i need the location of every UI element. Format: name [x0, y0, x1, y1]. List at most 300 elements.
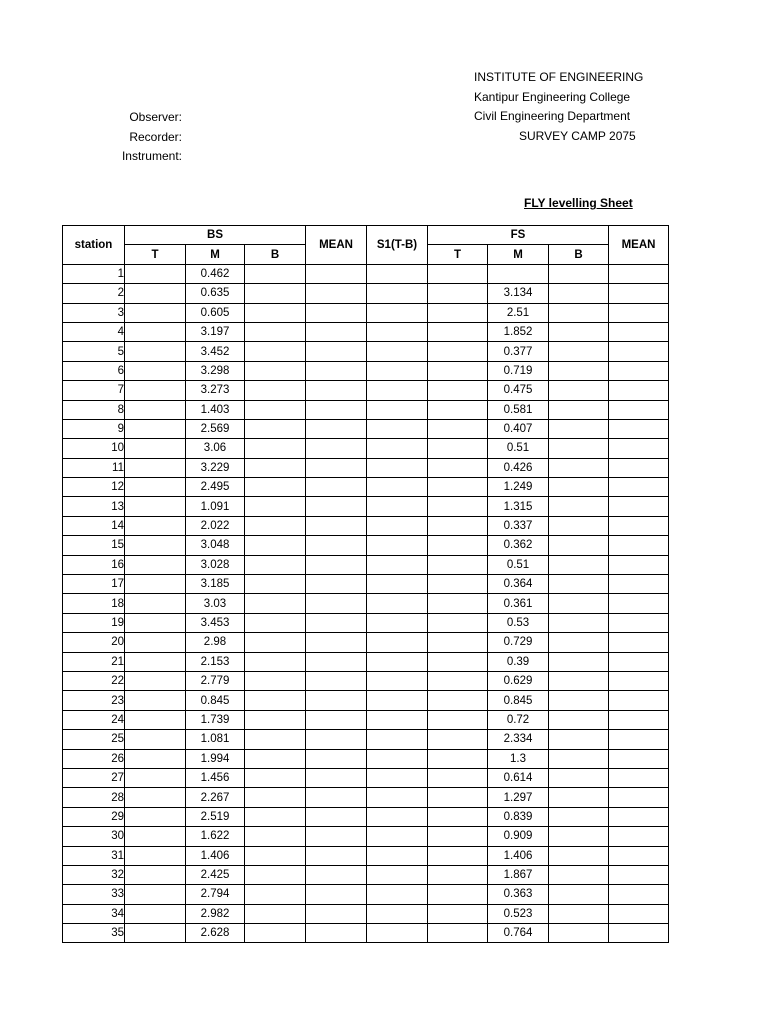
fs-m-cell: 1.315 — [488, 497, 549, 516]
fs-t-cell — [428, 458, 488, 477]
fs-b-cell — [549, 419, 609, 438]
bs-t-cell — [125, 575, 186, 594]
fs-m-cell: 1.852 — [488, 322, 549, 341]
fs-m-header: M — [488, 245, 549, 264]
fs-m-cell: 0.407 — [488, 419, 549, 438]
bs-t-cell — [125, 691, 186, 710]
table-row — [63, 400, 669, 419]
station-cell: 14 — [63, 516, 125, 535]
table-row — [63, 652, 669, 671]
table-row — [63, 342, 669, 361]
bs-t-cell — [125, 885, 186, 904]
fs-b-cell — [549, 516, 609, 535]
s1-cell — [367, 439, 428, 458]
fs-b-cell — [549, 671, 609, 690]
fs-mean-cell — [609, 555, 669, 574]
fs-b-cell — [549, 885, 609, 904]
fs-m-cell: 0.39 — [488, 652, 549, 671]
bs-b-cell — [245, 361, 306, 380]
fs-b-cell — [549, 652, 609, 671]
s1-cell — [367, 691, 428, 710]
fs-m-cell: 0.764 — [488, 924, 549, 943]
table-row — [63, 768, 669, 787]
s1-cell — [367, 322, 428, 341]
station-header: station — [63, 226, 125, 265]
bs-m-cell: 2.519 — [186, 807, 245, 826]
s1-cell — [367, 865, 428, 884]
station-cell: 6 — [63, 361, 125, 380]
station-cell: 18 — [63, 594, 125, 613]
fs-t-cell — [428, 342, 488, 361]
fs-b-cell — [549, 458, 609, 477]
bs-t-cell — [125, 671, 186, 690]
station-cell: 35 — [63, 924, 125, 943]
s1-cell — [367, 516, 428, 535]
fs-t-cell — [428, 322, 488, 341]
station-cell: 23 — [63, 691, 125, 710]
table-row — [63, 885, 669, 904]
bs-t-cell — [125, 633, 186, 652]
fs-b-cell — [549, 827, 609, 846]
bs-mean-cell — [306, 885, 367, 904]
bs-b-cell — [245, 264, 306, 283]
bs-b-cell — [245, 730, 306, 749]
s1-cell — [367, 575, 428, 594]
table-row — [63, 730, 669, 749]
table-row — [63, 924, 669, 943]
table-row — [63, 419, 669, 438]
table-row — [63, 788, 669, 807]
fs-m-cell: 1.297 — [488, 788, 549, 807]
bs-t-cell — [125, 478, 186, 497]
bs-t-cell — [125, 924, 186, 943]
fs-t-cell — [428, 924, 488, 943]
fs-mean-cell — [609, 516, 669, 535]
table-row — [63, 575, 669, 594]
table-body — [63, 264, 669, 943]
bs-t-cell — [125, 788, 186, 807]
bs-mean-cell — [306, 458, 367, 477]
bs-mean-cell — [306, 575, 367, 594]
fs-mean-cell — [609, 575, 669, 594]
fs-b-cell — [549, 846, 609, 865]
s1-cell — [367, 400, 428, 419]
bs-t-cell — [125, 749, 186, 768]
fs-header: FS — [428, 226, 609, 245]
fs-m-cell: 0.72 — [488, 710, 549, 729]
bs-m-cell: 2.779 — [186, 671, 245, 690]
fs-t-cell — [428, 904, 488, 923]
station-cell: 34 — [63, 904, 125, 923]
fs-b-header: B — [549, 245, 609, 264]
fs-t-cell — [428, 575, 488, 594]
table-row — [63, 536, 669, 555]
bs-mean-cell — [306, 827, 367, 846]
table-row — [63, 322, 669, 341]
bs-b-cell — [245, 381, 306, 400]
fs-mean-cell — [609, 497, 669, 516]
bs-t-cell — [125, 555, 186, 574]
fs-m-cell: 0.51 — [488, 555, 549, 574]
bs-b-cell — [245, 458, 306, 477]
table-row — [63, 671, 669, 690]
bs-b-cell — [245, 671, 306, 690]
bs-t-cell — [125, 342, 186, 361]
bs-mean-cell — [306, 342, 367, 361]
s1-header: S1(T-B) — [367, 226, 428, 265]
sheet-title: FLY levelling Sheet — [524, 196, 633, 210]
fs-t-cell — [428, 400, 488, 419]
station-cell: 33 — [63, 885, 125, 904]
station-cell: 8 — [63, 400, 125, 419]
bs-t-cell — [125, 710, 186, 729]
fs-b-cell — [549, 613, 609, 632]
fs-m-cell: 2.51 — [488, 303, 549, 322]
fs-t-cell — [428, 652, 488, 671]
bs-mean-cell — [306, 633, 367, 652]
fs-t-cell — [428, 303, 488, 322]
s1-cell — [367, 419, 428, 438]
bs-mean-cell — [306, 652, 367, 671]
bs-b-cell — [245, 904, 306, 923]
bs-b-cell — [245, 807, 306, 826]
camp-title: SURVEY CAMP 2075 — [519, 128, 636, 143]
s1-cell — [367, 924, 428, 943]
bs-m-cell: 2.425 — [186, 865, 245, 884]
fs-b-cell — [549, 400, 609, 419]
fs-t-cell — [428, 439, 488, 458]
s1-cell — [367, 613, 428, 632]
bs-t-cell — [125, 284, 186, 303]
s1-cell — [367, 555, 428, 574]
bs-m-cell: 0.845 — [186, 691, 245, 710]
fs-mean-cell — [609, 710, 669, 729]
bs-b-cell — [245, 478, 306, 497]
table-row — [63, 691, 669, 710]
bs-b-cell — [245, 575, 306, 594]
fs-mean-cell — [609, 846, 669, 865]
fs-m-cell: 0.523 — [488, 904, 549, 923]
fs-t-cell — [428, 749, 488, 768]
s1-cell — [367, 594, 428, 613]
bs-m-cell: 2.495 — [186, 478, 245, 497]
fs-t-cell — [428, 691, 488, 710]
fs-m-cell: 2.334 — [488, 730, 549, 749]
table-row — [63, 749, 669, 768]
bs-b-cell — [245, 865, 306, 884]
fs-mean-cell — [609, 807, 669, 826]
bs-b-cell — [245, 768, 306, 787]
bs-m-cell: 2.267 — [186, 788, 245, 807]
bs-mean-cell — [306, 710, 367, 729]
station-cell: 32 — [63, 865, 125, 884]
station-cell: 15 — [63, 536, 125, 555]
bs-m-cell: 3.028 — [186, 555, 245, 574]
station-cell: 19 — [63, 613, 125, 632]
table-row — [63, 865, 669, 884]
bs-m-cell: 0.605 — [186, 303, 245, 322]
station-cell: 20 — [63, 633, 125, 652]
fs-b-cell — [549, 710, 609, 729]
fs-mean-cell — [609, 671, 669, 690]
bs-m-cell: 3.03 — [186, 594, 245, 613]
fs-t-cell — [428, 865, 488, 884]
fs-mean-cell — [609, 768, 669, 787]
fs-t-cell — [428, 846, 488, 865]
fs-mean-cell — [609, 730, 669, 749]
bs-t-cell — [125, 865, 186, 884]
bs-b-cell — [245, 633, 306, 652]
fs-b-cell — [549, 478, 609, 497]
fs-mean-cell — [609, 749, 669, 768]
bs-b-cell — [245, 516, 306, 535]
bs-mean-cell — [306, 361, 367, 380]
station-cell: 25 — [63, 730, 125, 749]
bs-b-cell — [245, 419, 306, 438]
bs-m-cell: 3.06 — [186, 439, 245, 458]
fs-b-cell — [549, 284, 609, 303]
bs-mean-cell — [306, 671, 367, 690]
table-row — [63, 710, 669, 729]
fs-b-cell — [549, 691, 609, 710]
station-cell: 30 — [63, 827, 125, 846]
bs-mean-cell — [306, 497, 367, 516]
fs-t-cell — [428, 613, 488, 632]
fs-b-cell — [549, 924, 609, 943]
fs-mean-cell — [609, 594, 669, 613]
bs-b-cell — [245, 594, 306, 613]
fs-mean-cell — [609, 361, 669, 380]
bs-mean-cell — [306, 807, 367, 826]
bs-mean-cell — [306, 284, 367, 303]
fs-b-cell — [549, 807, 609, 826]
fs-mean-cell — [609, 924, 669, 943]
fs-m-cell: 0.839 — [488, 807, 549, 826]
fs-m-cell: 0.364 — [488, 575, 549, 594]
bs-mean-cell — [306, 730, 367, 749]
s1-cell — [367, 904, 428, 923]
fs-t-cell — [428, 633, 488, 652]
bs-mean-cell — [306, 419, 367, 438]
fs-mean-cell — [609, 419, 669, 438]
fs-mean-cell — [609, 633, 669, 652]
bs-m-cell: 1.622 — [186, 827, 245, 846]
fs-m-cell: 1.249 — [488, 478, 549, 497]
fs-t-header: T — [428, 245, 488, 264]
s1-cell — [367, 768, 428, 787]
s1-cell — [367, 303, 428, 322]
bs-mean-cell — [306, 613, 367, 632]
s1-cell — [367, 458, 428, 477]
bs-m-cell: 2.569 — [186, 419, 245, 438]
bs-mean-cell — [306, 478, 367, 497]
table-row — [63, 458, 669, 477]
fs-m-cell: 3.134 — [488, 284, 549, 303]
s1-cell — [367, 788, 428, 807]
bs-t-cell — [125, 730, 186, 749]
fs-m-cell: 0.337 — [488, 516, 549, 535]
fs-b-cell — [549, 749, 609, 768]
fs-m-cell — [488, 264, 549, 283]
bs-t-cell — [125, 497, 186, 516]
bs-b-cell — [245, 439, 306, 458]
table-row — [63, 497, 669, 516]
fs-t-cell — [428, 594, 488, 613]
fs-mean-cell — [609, 381, 669, 400]
bs-m-header: M — [186, 245, 245, 264]
bs-mean-cell — [306, 788, 367, 807]
bs-b-cell — [245, 827, 306, 846]
fs-b-cell — [549, 439, 609, 458]
fs-m-cell: 0.909 — [488, 827, 549, 846]
bs-b-cell — [245, 342, 306, 361]
bs-m-cell: 1.456 — [186, 768, 245, 787]
fs-t-cell — [428, 827, 488, 846]
s1-cell — [367, 342, 428, 361]
s1-cell — [367, 361, 428, 380]
observer-fields — [122, 108, 182, 167]
fs-mean-cell — [609, 400, 669, 419]
station-cell: 10 — [63, 439, 125, 458]
station-cell: 7 — [63, 381, 125, 400]
fs-mean-cell — [609, 284, 669, 303]
fs-t-cell — [428, 284, 488, 303]
fs-mean-cell — [609, 788, 669, 807]
bs-b-cell — [245, 691, 306, 710]
bs-m-cell: 0.635 — [186, 284, 245, 303]
college-name: Kantipur Engineering College — [474, 89, 631, 104]
bs-mean-header: MEAN — [306, 226, 367, 265]
fs-b-cell — [549, 497, 609, 516]
bs-m-cell: 3.453 — [186, 613, 245, 632]
table-row — [63, 516, 669, 535]
bs-b-cell — [245, 652, 306, 671]
fs-b-cell — [549, 555, 609, 574]
fs-b-cell — [549, 361, 609, 380]
bs-t-cell — [125, 458, 186, 477]
fs-mean-cell — [609, 613, 669, 632]
s1-cell — [367, 381, 428, 400]
station-cell: 1 — [63, 264, 125, 283]
bs-m-cell: 1.403 — [186, 400, 245, 419]
fs-b-cell — [549, 730, 609, 749]
fs-m-cell: 0.581 — [488, 400, 549, 419]
bs-mean-cell — [306, 536, 367, 555]
institute-block — [474, 68, 664, 146]
station-cell: 5 — [63, 342, 125, 361]
station-cell: 11 — [63, 458, 125, 477]
table-row — [63, 827, 669, 846]
s1-cell — [367, 671, 428, 690]
bs-m-cell: 2.022 — [186, 516, 245, 535]
station-cell: 17 — [63, 575, 125, 594]
fs-m-cell: 1.3 — [488, 749, 549, 768]
bs-b-cell — [245, 613, 306, 632]
bs-mean-cell — [306, 749, 367, 768]
bs-header: BS — [125, 226, 306, 245]
fs-m-cell: 1.406 — [488, 846, 549, 865]
fs-t-cell — [428, 264, 488, 283]
bs-m-cell: 1.091 — [186, 497, 245, 516]
fs-mean-cell — [609, 652, 669, 671]
fs-t-cell — [428, 536, 488, 555]
station-cell: 3 — [63, 303, 125, 322]
bs-b-cell — [245, 303, 306, 322]
bs-m-cell: 2.794 — [186, 885, 245, 904]
bs-mean-cell — [306, 865, 367, 884]
station-cell: 24 — [63, 710, 125, 729]
table-row — [63, 264, 669, 283]
fs-mean-cell — [609, 478, 669, 497]
bs-t-cell — [125, 419, 186, 438]
fs-t-cell — [428, 419, 488, 438]
bs-m-cell: 1.739 — [186, 710, 245, 729]
fs-mean-cell — [609, 904, 669, 923]
bs-b-cell — [245, 536, 306, 555]
bs-m-cell: 3.298 — [186, 361, 245, 380]
bs-mean-cell — [306, 400, 367, 419]
bs-m-cell: 1.081 — [186, 730, 245, 749]
bs-mean-cell — [306, 439, 367, 458]
bs-mean-cell — [306, 691, 367, 710]
table-row — [63, 478, 669, 497]
bs-b-header: B — [245, 245, 306, 264]
s1-cell — [367, 478, 428, 497]
s1-cell — [367, 284, 428, 303]
levelling-table — [62, 225, 669, 943]
bs-t-cell — [125, 846, 186, 865]
fs-b-cell — [549, 768, 609, 787]
fs-t-cell — [428, 788, 488, 807]
station-cell: 22 — [63, 671, 125, 690]
table-row — [63, 594, 669, 613]
bs-mean-cell — [306, 381, 367, 400]
bs-m-cell: 2.98 — [186, 633, 245, 652]
station-cell: 9 — [63, 419, 125, 438]
s1-cell — [367, 885, 428, 904]
fs-mean-header: MEAN — [609, 226, 669, 265]
fs-t-cell — [428, 885, 488, 904]
bs-m-cell: 3.185 — [186, 575, 245, 594]
fs-m-cell: 0.51 — [488, 439, 549, 458]
bs-m-cell: 2.628 — [186, 924, 245, 943]
fs-t-cell — [428, 555, 488, 574]
station-cell: 31 — [63, 846, 125, 865]
fs-m-cell: 0.361 — [488, 594, 549, 613]
table-row — [63, 361, 669, 380]
station-cell: 21 — [63, 652, 125, 671]
bs-mean-cell — [306, 303, 367, 322]
fs-mean-cell — [609, 439, 669, 458]
station-cell: 12 — [63, 478, 125, 497]
bs-mean-cell — [306, 768, 367, 787]
fs-b-cell — [549, 575, 609, 594]
fs-b-cell — [549, 904, 609, 923]
table-row — [63, 439, 669, 458]
fs-t-cell — [428, 671, 488, 690]
fs-t-cell — [428, 768, 488, 787]
bs-m-cell: 0.462 — [186, 264, 245, 283]
table-row — [63, 613, 669, 632]
bs-t-cell — [125, 322, 186, 341]
bs-t-cell — [125, 264, 186, 283]
bs-m-cell: 3.048 — [186, 536, 245, 555]
fs-b-cell — [549, 536, 609, 555]
bs-t-cell — [125, 594, 186, 613]
bs-t-cell — [125, 652, 186, 671]
station-cell: 13 — [63, 497, 125, 516]
fs-m-cell: 0.53 — [488, 613, 549, 632]
